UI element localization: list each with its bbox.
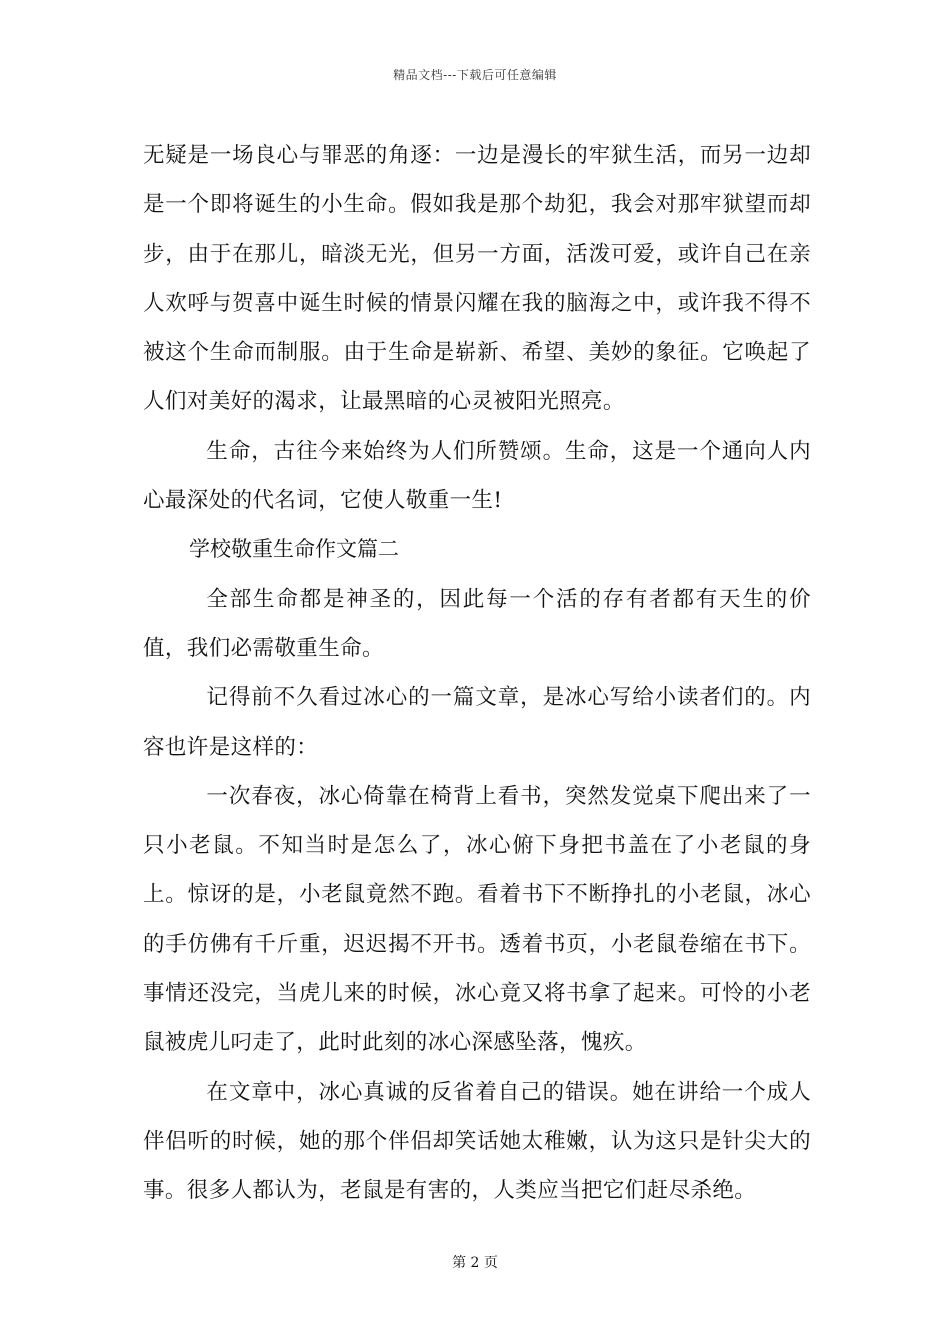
paragraph-continuation: 无疑是一场良心与罪恶的角逐：一边是漫长的牢狱生活，而另一边却是一个即将诞生的小生命。假如我是那个劫犯，我会对那牢狱望而却步，由于在那儿，暗淡无光，但另一方面，活泼可爱，或许自己在亲人欢呼与贺喜中诞生时候的情景闪耀在我的脑海之中，或许我不得不被这个生命而制服。由于生命是崭新、希望、美妙的象征。它唤起了人们对美好的渴求，让最黑暗的心灵被阳光照亮。 [143,143,811,415]
section-title: 学校敬重生命作文篇二 [189,537,399,562]
paragraph-mouse-story: 一次春夜，冰心倚靠在椅背上看书，突然发觉桌下爬出来了一只小老鼠。不知当时是怎么了，冰心俯下身把书盖在了小老鼠的身上。惊讶的是，小老鼠竟然不跑。看着书下不断挣扎的小老鼠，冰心的手仿佛有千斤重，迟迟揭不开书。透着书页，小老鼠卷缩在书下。事情还没完，当虎儿来的时候，冰心竟又将书拿了起来。可怜的小老鼠被虎儿叼走了，此时此刻的冰心深感坠落，愧疚。 [143,783,811,1056]
page-header: 精品文档---下载后可任意编辑 [393,68,557,82]
paragraph-reflection: 在文章中，冰心真诚的反省着自己的错误。她在讲给一个成人伴侣听的时候，她的那个伴侣却笑话她太稚嫩，认为这只是针尖大的事。很多人都认为，老鼠是有害的，人类应当把它们赶尽杀绝。 [143,1079,811,1204]
paragraph-life-praise: 生命，古往今来始终为人们所赞颂。生命，这是一个通向人内心最深处的代名词，它使人敬重一生! [143,438,811,514]
page-number: 第 2 页 [452,1255,498,1271]
paragraph-sacred-life: 全部生命都是神圣的，因此每一个活的存有者都有天生的价值，我们必需敬重生命。 [143,586,811,661]
document-body [143,131,811,1216]
paragraph-bingxin-article: 记得前不久看过冰心的一篇文章，是冰心写给小读者们的。内容也许是这样的： [143,685,811,760]
